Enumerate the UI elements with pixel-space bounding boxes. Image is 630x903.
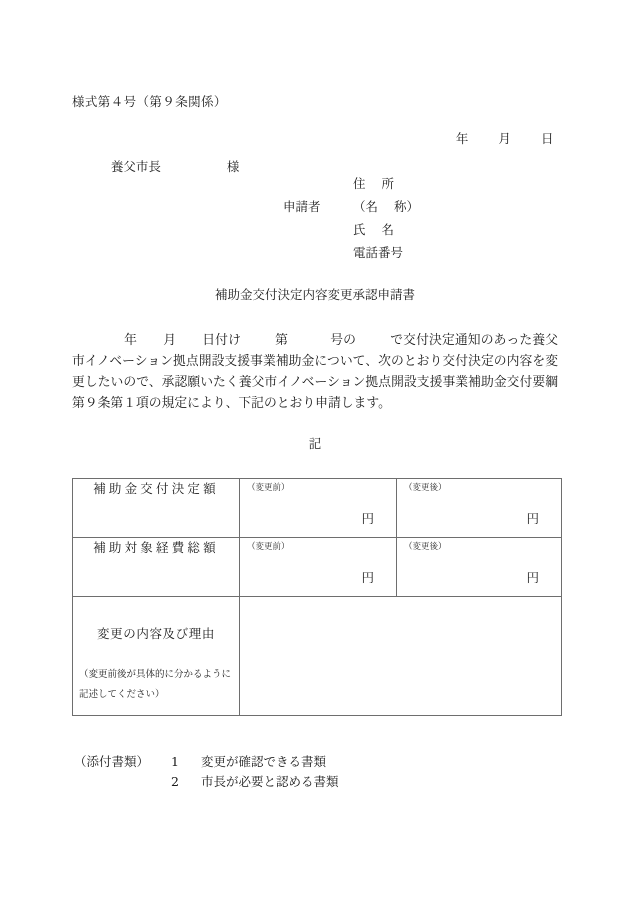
- applicant-block: [283, 172, 420, 264]
- date-line: [440, 120, 553, 158]
- applicant-word: 申請者: [283, 199, 321, 214]
- applicant-entity-label: （名 称）: [353, 199, 420, 214]
- body-year-label: 年: [124, 333, 138, 348]
- cell-change-reason-input[interactable]: [240, 597, 562, 716]
- attachment-number: 2: [171, 774, 179, 789]
- date-day-label: 日: [540, 130, 554, 146]
- row-label-change-reason: [73, 597, 240, 716]
- attachments-heading: （添付書類）: [74, 754, 150, 769]
- unit-yen: 円: [526, 569, 539, 585]
- body-main-text: で交付決定通知のあった養父市イノベーション拠点開設支援事業補助金について、次のとおり交付決定の内容を変更したいので、承認願いたく養父市イノベーション拠点開設支援事業補助金交付要綱第９条第１項の規定により、下記のとおり申請します。: [72, 333, 559, 411]
- table-row-eligible-expenses: [73, 538, 562, 597]
- tag-before: （変更前）: [247, 483, 290, 493]
- attachment-number: 1: [171, 754, 179, 769]
- date-year-label: 年: [455, 130, 469, 146]
- change-details-table: [72, 478, 562, 716]
- tag-after: （変更後）: [404, 483, 447, 493]
- form-number: 様式第４号（第９条関係）: [72, 94, 227, 109]
- body-number-suffix: 号の: [330, 333, 357, 348]
- body-day-label: 日付け: [202, 333, 242, 348]
- applicant-phone-label: 電話番号: [353, 245, 404, 260]
- applicant-row-phone: [283, 241, 404, 264]
- table-row-subsidy-amount: [73, 479, 562, 538]
- cell-subsidy-before[interactable]: [240, 479, 397, 538]
- unit-yen: 円: [526, 510, 539, 526]
- applicant-row-address: [283, 172, 395, 195]
- body-number-prefix: 第: [275, 333, 289, 348]
- reason-note: （変更前後が具体的に分かるように記述してください）: [79, 669, 232, 700]
- cell-expenses-after[interactable]: [397, 538, 562, 597]
- unit-yen: 円: [361, 569, 374, 585]
- page-title: 補助金交付決定内容変更承認申請書: [214, 287, 415, 302]
- table-row-change-reason: [73, 597, 562, 716]
- unit-yen: 円: [361, 510, 374, 526]
- attachments-block: [74, 752, 339, 792]
- reason-title: 変更の内容及び理由: [97, 626, 215, 641]
- tag-before: （変更前）: [247, 542, 290, 552]
- body-paragraph: [72, 330, 558, 414]
- applicant-address-label: 住 所: [353, 176, 395, 191]
- addressee-honorific: 様: [226, 158, 240, 174]
- tag-after: （変更後）: [404, 542, 447, 552]
- body-month-label: 月: [163, 333, 177, 348]
- row-label-eligible-expenses: 補助対象経費総額: [73, 538, 240, 597]
- addressee-name: 養父市長: [110, 158, 161, 174]
- addressee-line: [95, 148, 239, 186]
- applicant-row-personal-name: [283, 218, 395, 241]
- cell-subsidy-after[interactable]: [397, 479, 562, 538]
- attachment-item-1: [74, 752, 327, 772]
- attachment-text: 市長が必要と認める書類: [201, 774, 339, 789]
- cell-expenses-before[interactable]: [240, 538, 397, 597]
- applicant-personal-name-label: 氏 名: [353, 222, 395, 237]
- date-month-label: 月: [498, 130, 511, 146]
- row-label-subsidy-amount: 補助金交付決定額: [73, 479, 240, 538]
- attachment-text: 変更が確認できる書類: [201, 754, 327, 769]
- ki-marker: 記: [308, 436, 322, 451]
- attachment-item-2: [74, 772, 339, 792]
- applicant-row-name-entity: [283, 195, 420, 218]
